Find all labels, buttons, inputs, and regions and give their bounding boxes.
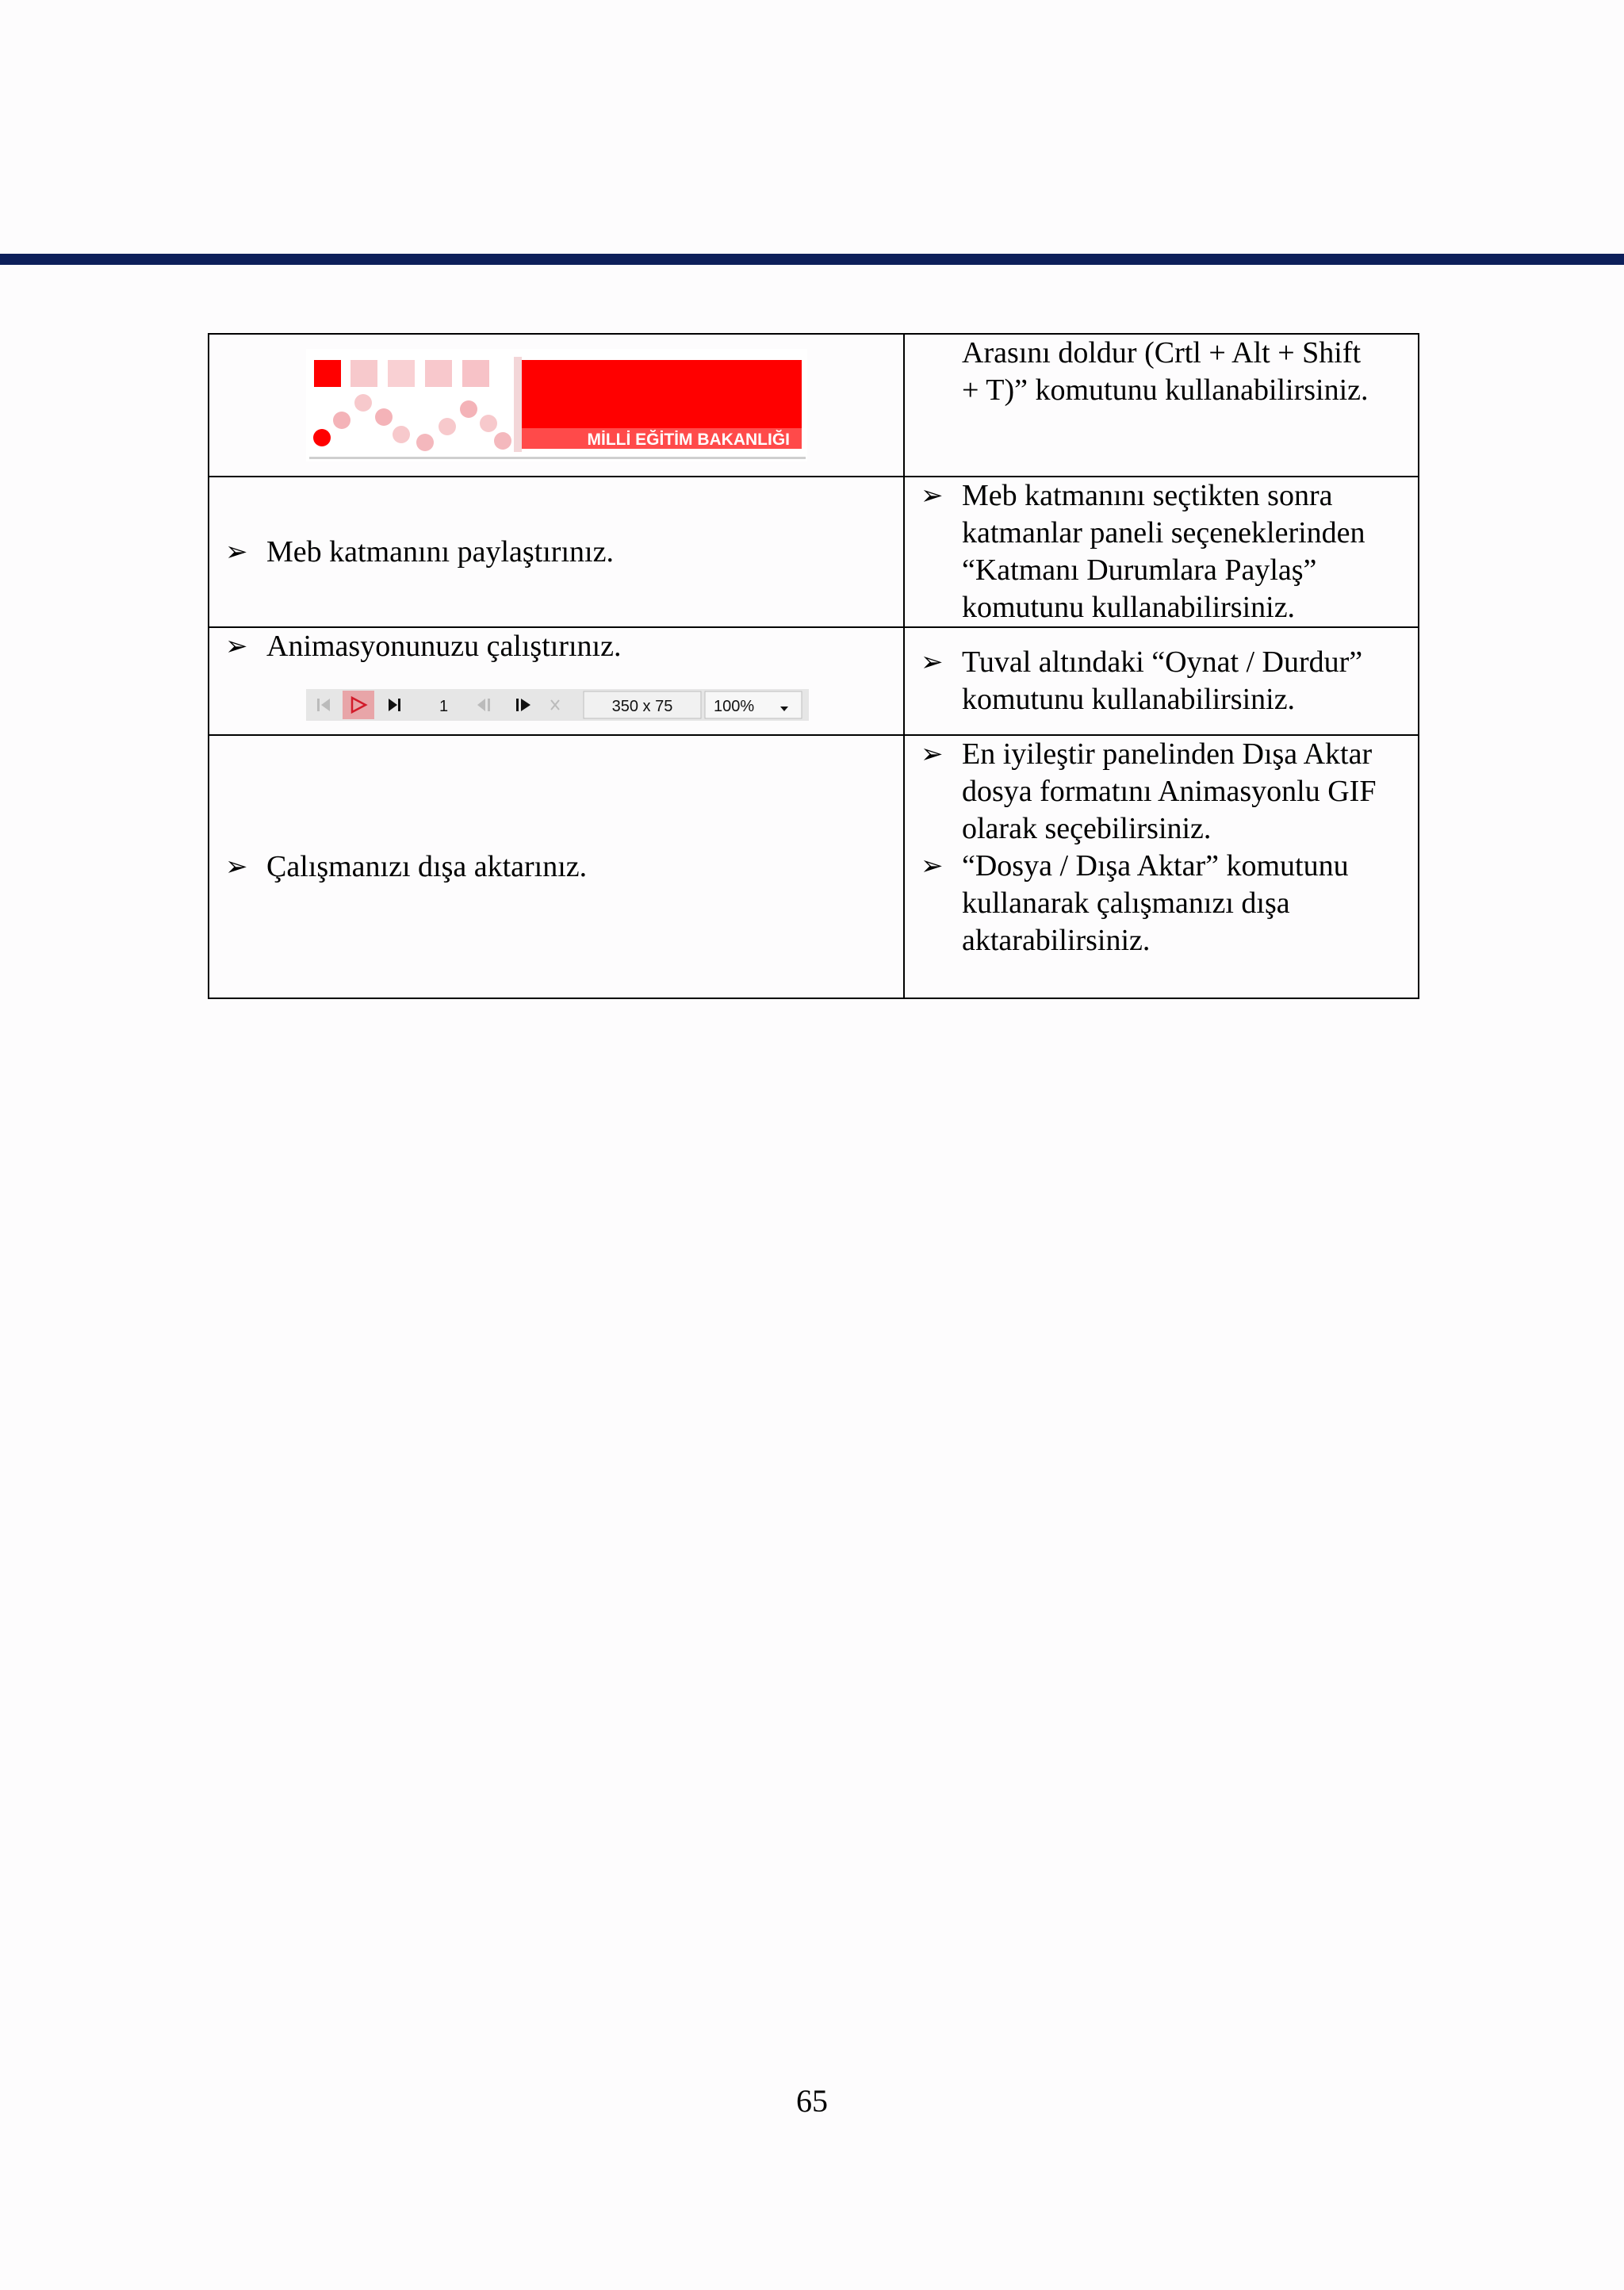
table-row (209, 735, 1419, 998)
logo-banner-image (209, 349, 903, 461)
arrow-bullet-icon: ➢ (921, 738, 944, 770)
play-icon[interactable] (343, 691, 374, 719)
arrow-bullet-icon: ➢ (921, 646, 944, 678)
list-item: ➢ Çalışmanızı dışa aktarınız. (225, 848, 903, 886)
logo-text: MİLLİ EĞİTİM BAKANLIĞI (587, 431, 790, 449)
list-item: ➢ Animasyonunuzu çalıştırınız. (225, 628, 903, 665)
left-cell (209, 477, 904, 627)
red-circle-shape (313, 429, 331, 446)
steps-table (208, 333, 1419, 999)
arrow-bullet-icon: ➢ (921, 480, 944, 511)
left-cell-image (209, 334, 904, 477)
canvas-size-display: 350 x 75 (611, 698, 673, 715)
list-item: ➢ En iyileştir panelinden Dışa Aktar dosya formatını Animasyonlu GIF olarak seçebilirsiniz. (921, 737, 1377, 845)
right-cell (904, 627, 1419, 735)
animation-toolbar (306, 689, 903, 730)
table-row (209, 477, 1419, 627)
page-number: 65 (796, 2083, 828, 2119)
list-item: ➢ Meb katmanını seçtikten sonra katmanlar paneli seçeneklerinden “Katmanı Durumlara Paylaş” komutunu kullanabilirsiniz. (921, 479, 1365, 624)
table-row (209, 627, 1419, 735)
header-rule (0, 254, 1624, 265)
list-item: ➢ “Dosya / Dışa Aktar” komutunu kullanarak çalışmanızı dışa aktarabilirsiniz. (921, 849, 1349, 957)
red-square-shape (314, 360, 341, 387)
left-cell (209, 735, 904, 998)
list-item: ➢ Tuval altındaki “Oynat / Durdur” komutunu kullanabilirsiniz. (921, 645, 1363, 716)
tween-banner-graphic (306, 349, 807, 461)
arrow-bullet-icon: ➢ (921, 850, 944, 882)
arrow-bullet-icon: ➢ (225, 630, 248, 662)
left-cell (209, 627, 904, 735)
zoom-value: 100% (714, 698, 755, 715)
right-cell (904, 334, 1419, 477)
frame-number: 1 (439, 698, 449, 715)
right-cell (904, 735, 1419, 998)
continued-text: Arasını doldur (Crtl + Alt + Shift + T)” komutunu kullanabilirsiniz. (962, 336, 1369, 407)
arrow-bullet-icon: ➢ (225, 535, 248, 568)
right-cell (904, 477, 1419, 627)
arrow-bullet-icon: ➢ (225, 850, 248, 883)
table-row (209, 334, 1419, 477)
list-item: ➢ Meb katmanını paylaştırınız. (225, 534, 903, 571)
